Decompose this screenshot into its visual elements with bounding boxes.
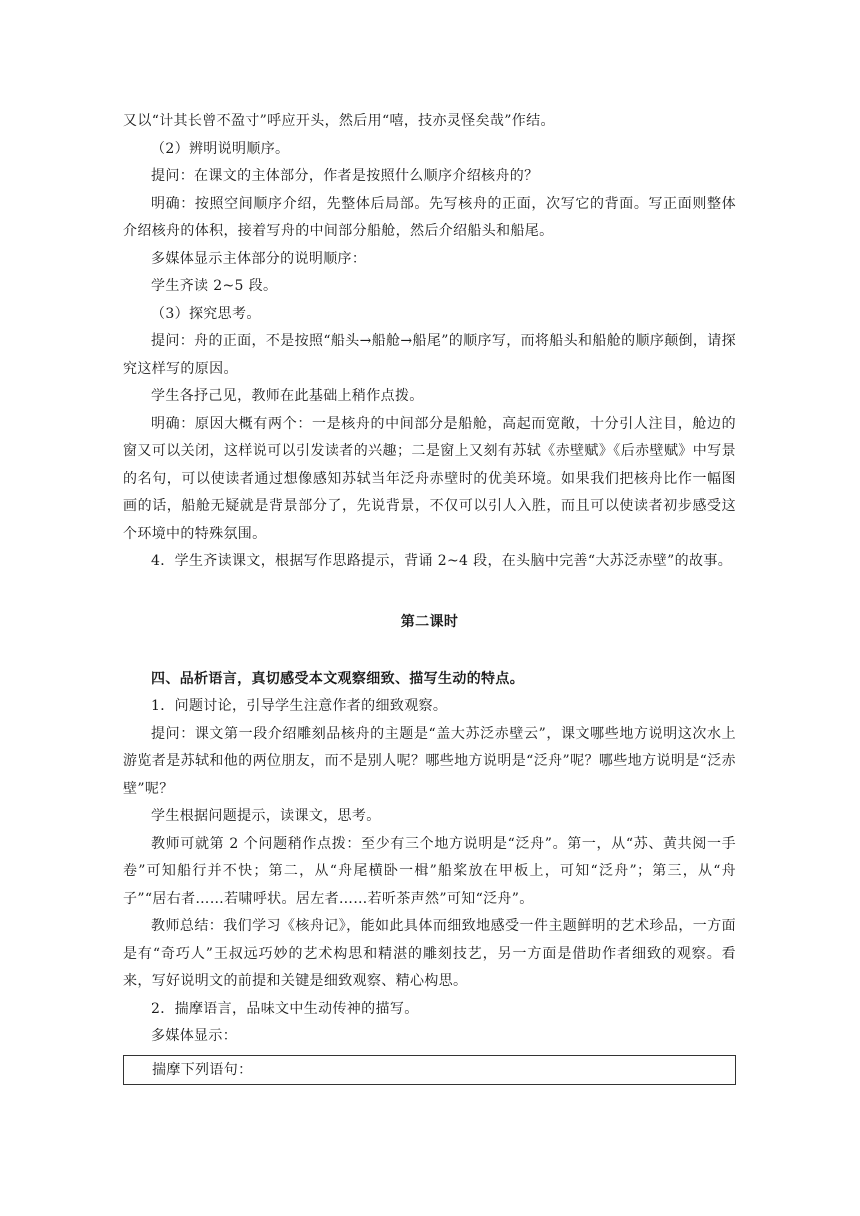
document-page	[123, 108, 736, 1085]
paragraph: 教师可就第 2 个问题稍作点拨：至少有三个地方说明是“泛舟”。第一，从“苏、黄共阅一手卷”可知船行并不快；第二，从“舟尾横卧一楫”船桨放在甲板上，可知“泛舟”；第三，从“舟子”“居右者……若啸呼状。居左者……若听茶声然”可知“泛舟”。	[123, 835, 736, 907]
paragraph: 提问：舟的正面，不是按照“船头→船舱→船尾”的顺序写，而将船头和船舱的顺序颠倒，请探究这样写的原因。	[123, 333, 736, 377]
lesson-heading: 第二课时	[400, 613, 459, 630]
paragraph: 明确：按照空间顺序介绍，先整体后局部。先写核舟的正面，次写它的背面。写正面则整体介绍核舟的体积，接着写舟的中间部分船舱，然后介绍船头和船尾。	[123, 195, 736, 239]
paragraph: 明确：原因大概有两个：一是核舟的中间部分是船舱，高起而宽敞，十分引人注目，舱边的窗又可以关闭，这样说可以引发读者的兴趣；二是窗上又刻有苏轼《赤壁赋》《后赤壁赋》中写景的名句，可以使读者通过想像感知苏轼当年泛舟赤壁时的优美环境。如果我们把核舟比作一幅图画的话，船舱无疑就是背景部分了，先说背景，不仅可以引人入胜，而且可以使读者初步感受这个环境中的特殊氛围。	[123, 415, 736, 542]
paragraph: 学生各抒己见，教师在此基础上稍作点拨。	[151, 388, 424, 404]
paragraph: 学生齐读 2~5 段。	[151, 278, 278, 294]
section-heading: 四、品析语言，真切感受本文观察细致、描写生动的特点。	[151, 670, 525, 687]
multimedia-box	[123, 1055, 736, 1085]
spacer	[123, 576, 736, 608]
spacer	[123, 636, 736, 666]
paragraph: 教师总结：我们学习《核舟记》，能如此具体而细致地感受一件主题鲜明的艺术珍品，一方面是有“奇巧人”王叔远巧妙的艺术构思和精湛的雕刻技艺，另一方面是借助作者细致的观察。看来，写好说明文的前提和关键是细致观察、精心构思。	[123, 918, 736, 989]
paragraph: 2．揣摩语言，品味文中生动传神的描写。	[151, 1000, 419, 1017]
paragraph: 多媒体显示：	[151, 1028, 238, 1044]
paragraph: 提问：课文第一段介绍雕刻品核舟的主题是“盖大苏泛赤壁云”，课文哪些地方说明这次水上游览者是苏轼和他的两位朋友，而不是别人呢？哪些地方说明是“泛舟”呢？哪些地方说明是“泛赤壁”呢？	[123, 725, 736, 797]
paragraph: 又以“计其长曾不盈寸”呼应开头，然后用“嘻，技亦灵怪矣哉”作结。	[123, 113, 555, 129]
paragraph: 提问：在课文的主体部分，作者是按照什么顺序介绍核舟的？	[151, 168, 539, 184]
paragraph: 多媒体显示主体部分的说明顺序：	[151, 250, 367, 267]
paragraph: 学生根据问题提示，读课文，思考。	[151, 808, 381, 824]
paragraph: 1．问题讨论，引导学生注意作者的细致观察。	[151, 698, 448, 714]
box-text: 揣摩下列语句：	[152, 1061, 253, 1078]
paragraph: （3）探究思考。	[151, 305, 261, 322]
part2-paragraphs	[123, 693, 736, 1051]
paragraph: 4．学生齐读课文，根据写作思路提示，背诵 2~4 段，在头脑中完善“大苏泛赤壁”的故事。	[151, 553, 733, 569]
part1-paragraphs	[123, 108, 736, 576]
paragraph: （2）辨明说明顺序。	[151, 140, 290, 157]
